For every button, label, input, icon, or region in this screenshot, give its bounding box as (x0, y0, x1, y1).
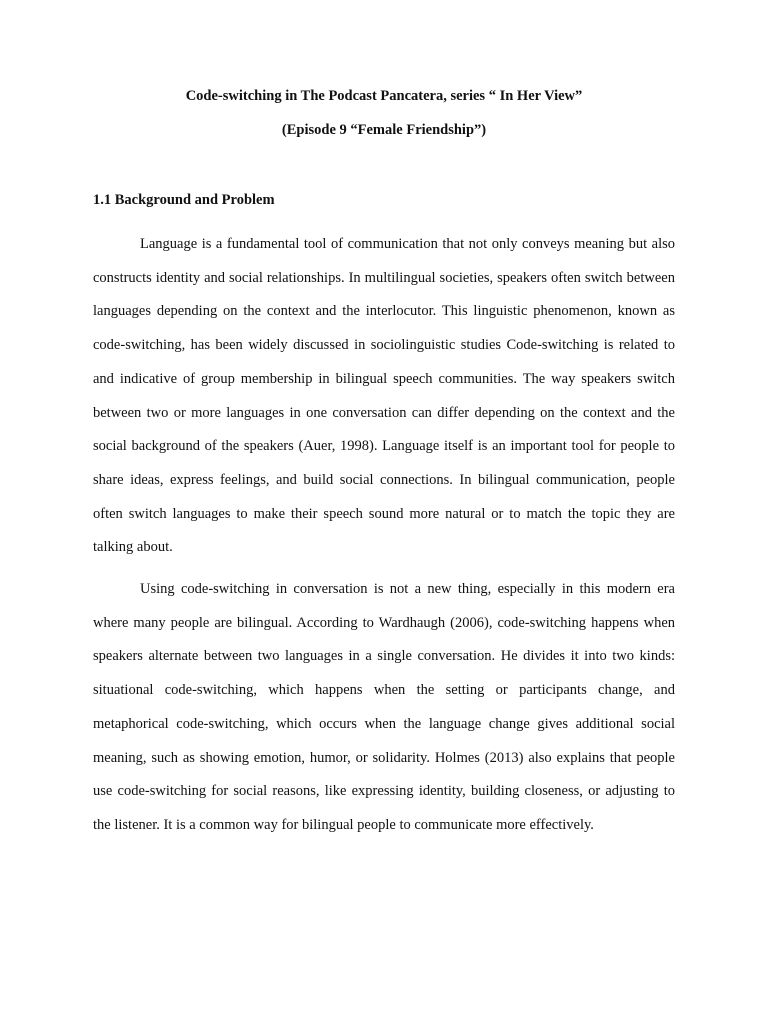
document-subtitle: (Episode 9 “Female Friendship”) (281, 122, 487, 138)
paragraph: Using code-switching in conversation is not a new thing, especially in this modern era where many people are bilingual. According to Wardhaugh (2006), code-switching happens when speakers alternate between two languages in a single conversation. He divides it into two kinds: situational code-switching, which happens when the setting or participants change, and metaphorical code-switching, which occurs when the language change gives additional social meaning, such as showing emotion, humor, or solidarity. Holmes (2013) also explains that people use code-switching for social reasons, like expressing identity, building closeness, or adjusting to the listener. It is a common way for bilingual people to communicate more effectively. (93, 581, 675, 833)
section-heading: 1.1 Background and Problem (93, 192, 275, 208)
paragraph: Language is a fundamental tool of communication that not only conveys meaning but also constructs identity and social relationships. In multilingual societies, speakers often switch between languages depending on the context and the interlocutor. This linguistic phenomenon, known as code-switching, has been widely discussed in sociolinguistic studies Code-switching is related to and indicative of group membership in bilingual speech communities. The way speakers switch between two or more languages in one conversation can differ depending on the context and the social background of the speakers (Auer, 1998). Language itself is an important tool for people to share ideas, express feelings, and build social connections. In bilingual communication, people often switch languages to make their speech sound more natural or to match the topic they are talking about. (93, 236, 675, 556)
document-title: Code-switching in The Podcast Pancatera, series “ In Her View” (185, 88, 583, 104)
